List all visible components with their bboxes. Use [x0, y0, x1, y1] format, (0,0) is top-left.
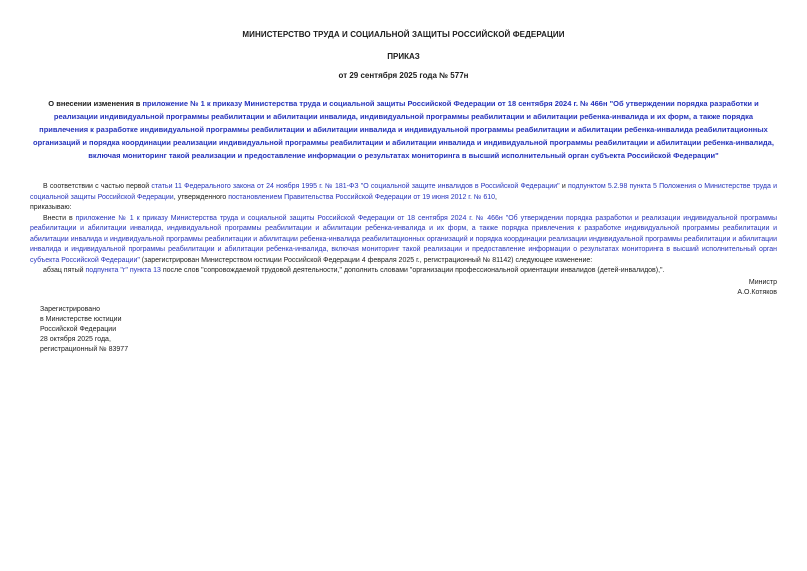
text-segment: абзац пятый — [43, 267, 86, 274]
registration-line: 28 октября 2025 года, — [40, 335, 111, 343]
document-header — [30, 28, 777, 82]
text-segment: О внесении изменения в — [48, 99, 143, 108]
text-segment: В соответствии с частью первой — [43, 183, 152, 190]
document-type: ПРИКАЗ — [387, 52, 420, 61]
document-link[interactable]: подпункта "г" пункта 13 — [85, 267, 161, 274]
text-segment: Внести в — [43, 214, 76, 222]
document-link[interactable]: приложение № 1 к приказу Министерства труда и социальной защиты Российской Федерации от 18 сентября 2024 г. № 466н "Об утверждении порядка разработки и реализации индивидуальной программы реабилитации и абилитации инвалида, индивидуальной программы реабилитации и абилитации ребенка-инвалида и их форм, а также порядка привлечения к разработке индивидуальной программы реабилитации и абилитации инвалида и индивидуальной программы реабилитации и абилитации ребенка-инвалида реабилитационных организаций и порядка координации реализации индивидуальной программы реабилитации и абилитации инвалида и индивидуальной программы реабилитации и абилитации ребенка-инвалида, включая мониторинг такой реализации и предоставление информации о результатах мониторинга в высший исполнительный орган субъекта Российской Федерации" — [33, 99, 774, 160]
registration-block — [40, 305, 777, 355]
text-segment: и — [559, 183, 568, 190]
document-title — [30, 97, 777, 162]
signature-block — [30, 278, 777, 299]
text-segment: , — [495, 193, 497, 201]
registration-line: Российской Федерации — [40, 325, 117, 333]
signer-position: Министр — [748, 278, 777, 286]
text-segment: (зарегистрирован Министерством юстиции Российской Федерации 4 февраля 2025 г., регистрационный № 81142) следующее изменение: — [139, 256, 593, 264]
document-link[interactable]: постановлением Правительства Российской Федерации от 19 июня 2012 г. № 610 — [228, 193, 496, 201]
registration-line: регистрационный № 83977 — [40, 345, 129, 353]
document-date-number: от 29 сентября 2025 года № 577н — [338, 71, 469, 80]
amendment-paragraph — [30, 266, 777, 277]
document-link[interactable]: статьи 11 Федерального закона от 24 ноября 1995 г. № 181-ФЗ "О социальной защите инвалидов в Российской Федерации" — [151, 183, 560, 190]
text-segment: , утвержденного — [173, 193, 229, 201]
document-link[interactable]: приложение № 1 к приказу Министерства труда и социальной защиты Российской Федерации от 18 сентября 2024 г. № 466н "Об утверждении порядка разработки и реализации индивидуальной программы реабилитации и абилитации инвалида, индивидуальной программы реабилитации и абилитации ребенка-инвалида и их форм, а также порядка привлечения к разработке индивидуальной программы реабилитации и абилитации инвалида и индивидуальной программы реабилитации и абилитации ребенка-инвалида реабилитационных организаций и порядка координации реализации индивидуальной программы реабилитации и абилитации инвалида и индивидуальной программы реабилитации и абилитации ребенка-инвалида, включая мониторинг такой реализации и предоставление информации о результатах мониторинга в высший исполнительный орган субъекта Российской Федерации" — [30, 214, 777, 264]
order-paragraph — [30, 214, 777, 267]
prikaz-line: приказываю: — [30, 204, 72, 211]
text-segment: после слов "сопровождаемой трудовой деятельности," дополнить словами "организации профессиональной ориентации инвалидов (детей-инвалидов),". — [160, 267, 665, 274]
registration-line: в Министерстве юстиции — [40, 315, 122, 323]
registration-line: Зарегистрировано — [40, 305, 100, 313]
preamble-paragraph — [30, 182, 777, 203]
signer-name: А.О.Котяков — [737, 289, 777, 296]
document-link[interactable]: подпунктом 5.2.98 пункта 5 Положения о Министерстве труда и социальной защиты Российской Федерации — [30, 183, 777, 201]
ministry-name: МИНИСТЕРСТВО ТРУДА И СОЦИАЛЬНОЙ ЗАЩИТЫ РОССИЙСКОЙ ФЕДЕРАЦИИ — [242, 30, 565, 39]
